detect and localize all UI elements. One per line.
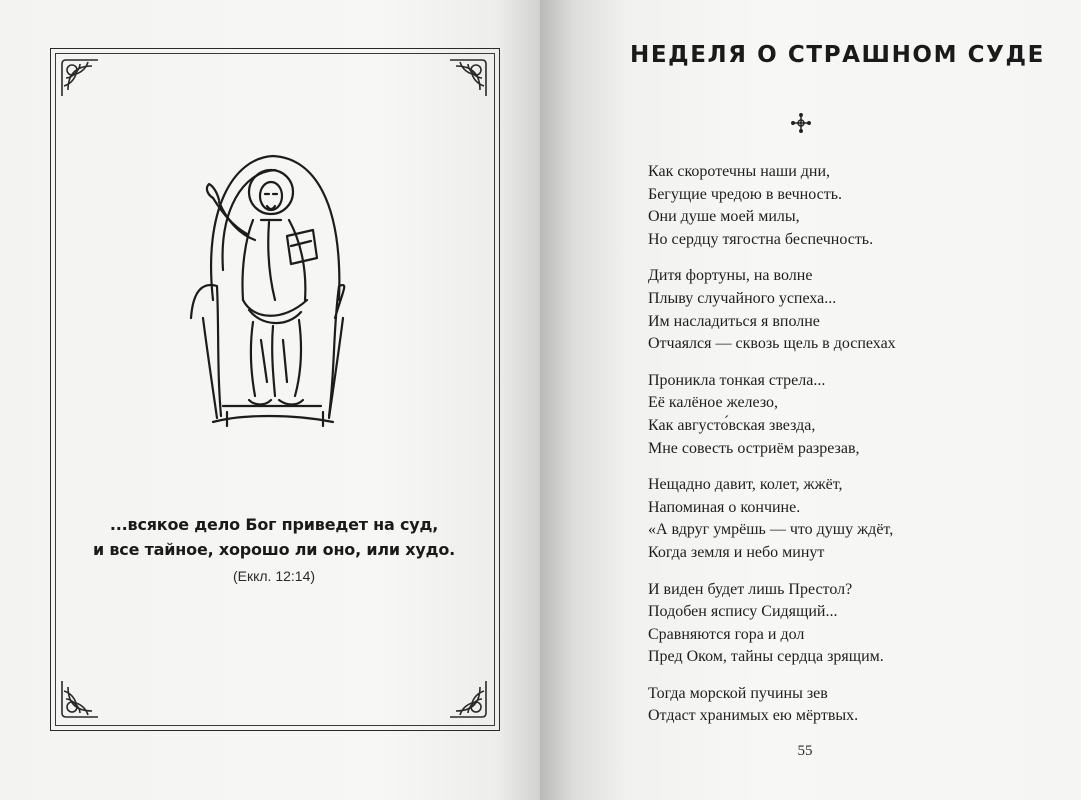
page-number: 55 [797,743,813,759]
page-title: НЕДЕЛЯ О СТРАШНОМ СУДЕ [630,42,1045,68]
corner-ornament-icon [58,677,102,721]
poem-line: Отчаялся — сквозь щель в доспехах [648,335,896,353]
enthroned-christ-illustration [183,150,353,430]
poem-line: Но сердцу тягостна беспечность. [648,230,874,248]
corner-ornament-icon [58,56,102,100]
left-page [0,0,540,800]
poem-line: Сравняются гора и дол [648,625,805,643]
poem-line: Дитя фортуны, на волне [648,267,813,285]
poem-line: Когда земля и небо минут [648,543,825,561]
poem-line: Они душе моей милы, [648,208,800,226]
cross-ornament-icon [790,112,812,134]
poem-line: Подобен яспису Сидящий... [648,603,838,621]
corner-ornament-icon [446,56,490,100]
poem-line: Нещадно давит, колет, жжёт, [648,476,843,494]
poem-line: Её калёное железо, [648,394,779,412]
poem-line: Плыву случайного успеха... [648,289,837,307]
stanza [648,474,978,564]
stanza [648,370,978,460]
poem-line: Пред Оком, тайны сердца зрящим. [648,648,884,666]
poem-line: Тогда морской пучины зев [648,684,828,702]
poem-line: Напоминая о кончине. [648,498,801,516]
poem-line: Как скоротечны наши дни, [648,163,831,180]
stanza [648,579,978,669]
poem-line: «А вдруг умрёшь — что душу ждёт, [648,521,894,539]
poem-line: И виден будет лишь Престол? [648,580,853,598]
poem [648,161,978,742]
poem-line: Как августо́вская звезда, [648,416,816,434]
stanza [648,683,978,728]
poem-line: Отдаст хранимых ею мёртвых. [648,707,859,725]
scripture-citation: (Еккл. 12:14) [232,568,316,584]
stanza [648,161,978,251]
poem-line: Бегущие чредою в вечность. [648,185,842,203]
quote-line: ...всякое дело Бог приведет на суд, [109,515,439,534]
scripture-quote [56,512,492,562]
poem-line: Проникла тонкая стрела... [648,371,826,389]
corner-ornament-icon [446,677,490,721]
stanza [648,265,978,355]
quote-line: и все тайное, хорошо ли оно, или худо. [93,540,455,559]
poem-line: Мне совесть остриём разрезав, [648,439,860,457]
poem-line: Им насладиться я вполне [648,312,820,330]
